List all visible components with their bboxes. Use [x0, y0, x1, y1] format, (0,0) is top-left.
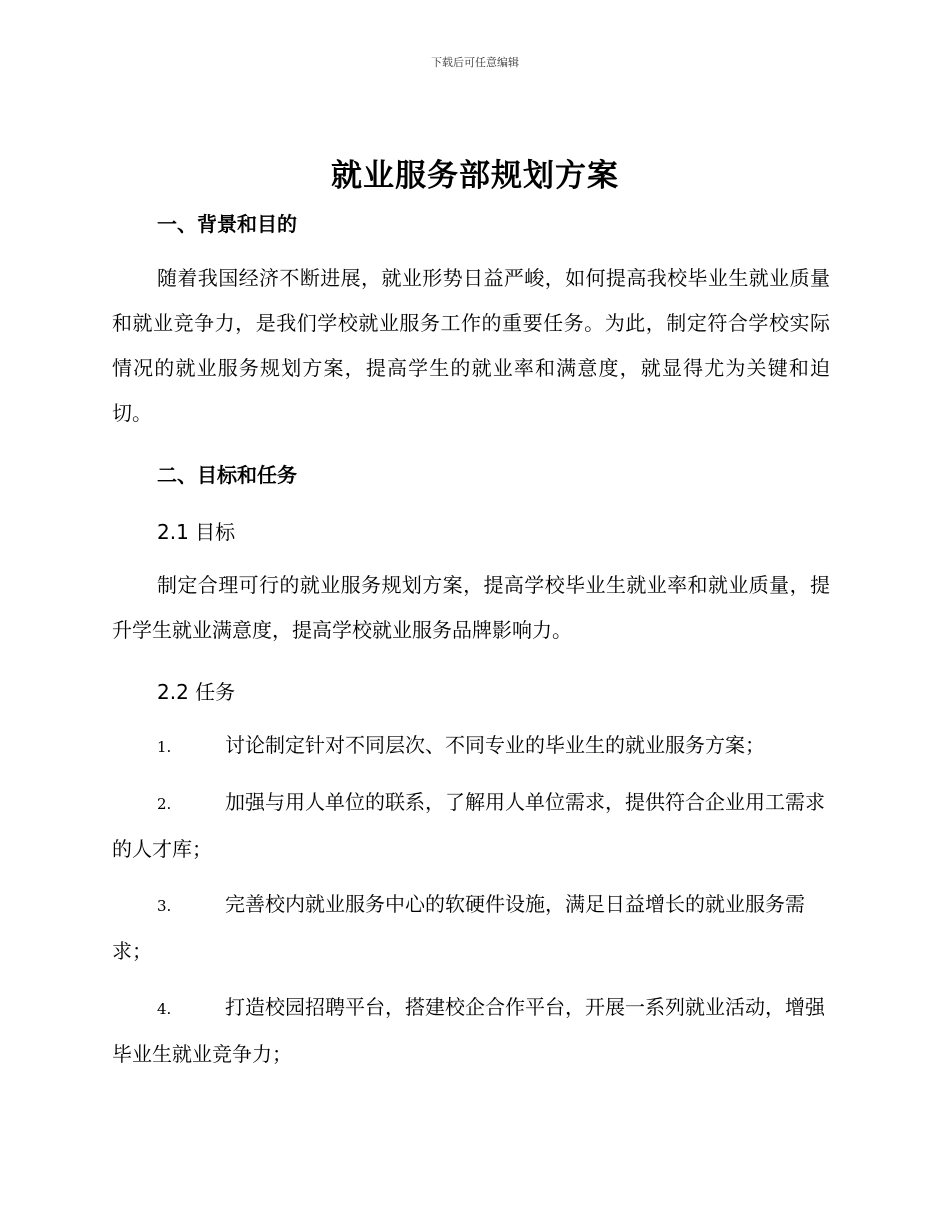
task-number: 1. [157, 738, 172, 756]
task-number: 3. [157, 897, 172, 915]
section-heading-background: 一、背景和目的 [157, 212, 297, 236]
task-number: 4. [157, 1000, 172, 1018]
subsection-heading-tasks: 2.2 任务 [157, 680, 236, 704]
background-paragraph: 随着我国经济不断进展，就业形势日益严峻，如何提高我校毕业生就业质量和就业竞争力，是我们学校就业服务工作的重要任务。为此，制定符合学校实际情况的就业服务规划方案，提高学生的就业率和满意度，就显得尤为关键和迫切。 [112, 266, 830, 425]
task-text: 加强与用人单位的联系，了解用人单位需求，提供符合企业用工需求的人才库； [112, 790, 825, 861]
task-number: 2. [157, 795, 172, 813]
header-note: 下载后可任意编辑 [431, 56, 519, 69]
task-text: 完善校内就业服务中心的软硬件设施，满足日益增长的就业服务需求； [112, 892, 805, 963]
subsection-heading-goal: 2.1 目标 [157, 520, 236, 544]
task-text: 打造校园招聘平台，搭建校企合作平台，开展一系列就业活动，增强毕业生就业竞争力； [112, 995, 825, 1066]
document-title: 就业服务部规划方案 [331, 158, 619, 194]
section-heading-goals-tasks: 二、目标和任务 [157, 463, 297, 487]
task-list-item [112, 780, 830, 872]
task-list-item [112, 985, 830, 1077]
task-list-item [112, 882, 830, 974]
task-text: 讨论制定针对不同层次、不同专业的毕业生的就业服务方案； [225, 733, 765, 757]
goal-paragraph: 制定合理可行的就业服务规划方案，提高学校毕业生就业率和就业质量，提升学生就业满意度，提高学校就业服务品牌影响力。 [112, 573, 830, 642]
task-list-item [112, 723, 830, 770]
